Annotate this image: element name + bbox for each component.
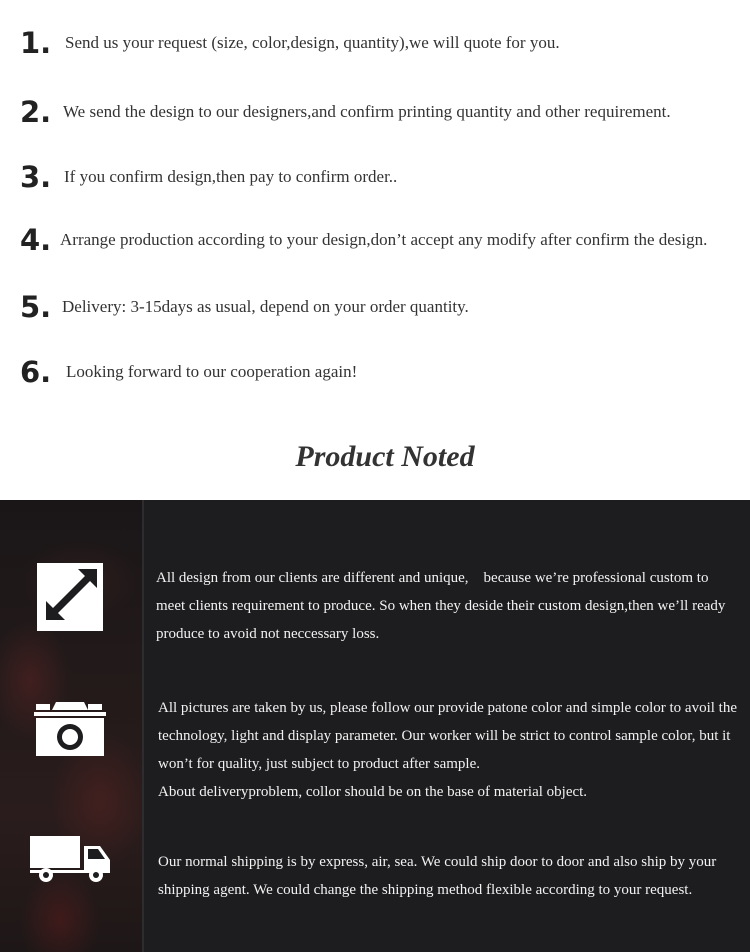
product-notes-panel <box>0 500 750 952</box>
note-paragraph: All design from our clients are different and unique, because we’re professional custom to meet clients requirement to produce. So when they deside their custom design,then we’ll ready produce to avoid not neccessary loss. <box>156 570 726 642</box>
step-number: 4. <box>20 223 52 257</box>
step-text: We send the design to our designers,and confirm printing quantity and other requirement. <box>63 102 671 121</box>
panel-divider <box>142 500 144 952</box>
step-text: Send us your request (size, color,design, quantity),we will quote for you. <box>65 33 560 52</box>
step-number: 3. <box>20 160 52 194</box>
step-text: Delivery: 3-15days as usual, depend on your order quantity. <box>62 297 469 316</box>
camera-icon <box>34 700 106 758</box>
truck-icon <box>28 834 112 884</box>
step-text: Arrange production according to your design,don’t accept any modify after confirm the design. <box>60 230 708 249</box>
note-pictures <box>158 694 738 806</box>
step-item <box>0 287 750 327</box>
step-item <box>0 220 750 260</box>
note-paragraph: Our normal shipping is by express, air, sea. We could ship door to door and also ship by your shipping agent. We could change the shipping method flexible according to your request. <box>158 854 717 898</box>
step-text: Looking forward to our cooperation again! <box>66 362 358 381</box>
section-title: Product Noted <box>295 440 475 473</box>
note-paragraph: All pictures are taken by us, please follow our provide patone color and simple color to avoil the technology, light and display parameter. Our worker will be strict to control sample color, but it won’t for quality, just subject to product after sample. <box>158 700 738 772</box>
note-shipping <box>158 848 738 904</box>
step-item <box>0 157 750 197</box>
step-item <box>0 23 750 63</box>
step-text: If you confirm design,then pay to confirm order.. <box>64 167 398 186</box>
step-item <box>0 352 750 392</box>
step-number: 6. <box>20 355 52 389</box>
note-design <box>156 564 736 648</box>
note-paragraph: About deliveryproblem, collor should be on the base of material object. <box>158 784 588 800</box>
resize-arrow-icon <box>36 562 104 632</box>
step-item <box>0 92 750 132</box>
step-number: 2. <box>20 95 52 129</box>
step-number: 5. <box>20 290 52 324</box>
step-number: 1. <box>20 26 52 60</box>
